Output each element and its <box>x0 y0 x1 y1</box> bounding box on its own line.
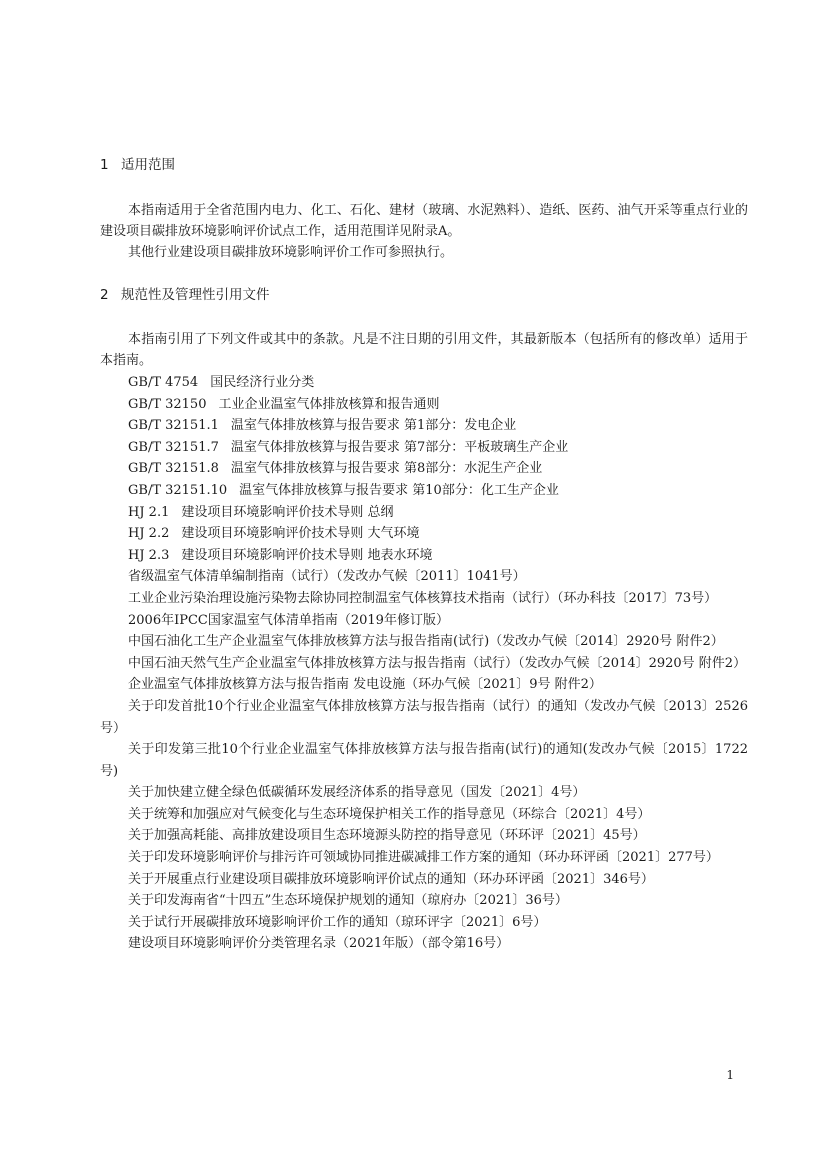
standard-reference <box>100 523 748 545</box>
standard-title: 工业企业温室气体排放核算和报告通则 <box>218 396 440 412</box>
document-reference: 2006年IPCC国家温室气体清单指南（2019年修订版） <box>128 612 449 628</box>
document-reference: 关于开展重点行业建设项目碳排放环境影响评价试点的通知（环办环评函〔2021〕346号） <box>128 871 654 887</box>
document-reference: 企业温室气体排放核算方法与报告指南 发电设施（环办气候〔2021〕9号 附件2） <box>128 677 602 693</box>
document-reference: 建设项目环境影响评价分类管理名录（2021年版）（部令第16号） <box>128 936 510 952</box>
standard-reference <box>100 502 748 524</box>
standard-reference <box>100 394 748 416</box>
standard-title: 温室气体排放核算与报告要求 第8部分：水泥生产企业 <box>230 461 543 477</box>
document-reference: 关于加强高耗能、高排放建设项目生态环境源头防控的指导意见（环环评〔2021〕45号） <box>128 828 646 844</box>
standard-code: GB/T 32151.10 <box>128 482 228 498</box>
section-number: 1 <box>100 157 109 173</box>
standard-reference <box>100 458 748 480</box>
reference-list <box>100 372 748 955</box>
standard-reference <box>100 545 748 567</box>
document-reference: 关于印发海南省“十四五”生态环境保护规划的通知（琼府办〔2021〕36号） <box>128 893 568 909</box>
standard-code: HJ 2.1 <box>128 504 170 520</box>
document-reference: 关于试行开展碳排放环境影响评价工作的通知（琼环评字〔2021〕6号） <box>128 914 547 930</box>
section-title: 适用范围 <box>121 157 175 173</box>
standard-code: GB/T 4754 <box>128 375 199 390</box>
document-reference: 关于印发首批10个行业企业温室气体排放核算方法与报告指南（试行）的通知（发改办气候〔2013〕2526号） <box>100 698 748 736</box>
document-reference: 关于印发环境影响评价与排污许可领域协同推进碳减排工作方案的通知（环办环评函〔2021〕277号） <box>128 850 719 866</box>
standard-title: 国民经济行业分类 <box>210 375 315 390</box>
standard-reference <box>100 437 748 459</box>
document-reference: 关于统筹和加强应对气候变化与生态环境保护相关工作的指导意见（环综合〔2021〕4号） <box>128 806 651 822</box>
standard-code: GB/T 32151.7 <box>128 439 219 455</box>
standard-code: GB/T 32151.8 <box>128 461 219 477</box>
standard-title: 温室气体排放核算与报告要求 第10部分：化工生产企业 <box>239 482 559 498</box>
standard-title: 建设项目环境影响评价技术导则 大气环境 <box>181 526 420 542</box>
section-title: 规范性及管理性引用文件 <box>121 287 270 303</box>
standard-title: 建设项目环境影响评价技术导则 总纲 <box>181 504 394 520</box>
document-reference: 中国石油天然气生产企业温室气体排放核算方法与报告指南（试行）（发改办气候〔2014〕2920号 附件2） <box>128 655 747 671</box>
standard-reference <box>100 480 748 502</box>
standard-title: 建设项目环境影响评价技术导则 地表水环境 <box>181 547 433 563</box>
document-reference: 关于印发第三批10个行业企业温室气体排放核算方法与报告指南(试行)的通知(发改办气候〔2015〕1722号) <box>100 742 748 779</box>
document-reference: 关于加快建立健全绿色低碳循环发展经济体系的指导意见（国发〔2021〕4号） <box>128 785 586 801</box>
section-2-heading <box>100 286 270 304</box>
standard-code: HJ 2.2 <box>128 526 170 542</box>
section-1-heading <box>100 156 175 174</box>
standard-code: GB/T 32150 <box>128 396 207 412</box>
standard-code: GB/T 32151.1 <box>128 418 219 434</box>
standard-title: 温室气体排放核算与报告要求 第7部分：平板玻璃生产企业 <box>230 439 569 455</box>
standard-title: 温室气体排放核算与报告要求 第1部分：发电企业 <box>230 418 517 434</box>
document-reference: 省级温室气体清单编制指南（试行）（发改办气候〔2011〕1041号） <box>128 569 526 585</box>
document-reference: 中国石油化工生产企业温室气体排放核算方法与报告指南(试行)（发改办气候〔2014〕2920号 附件2） <box>128 634 724 650</box>
page-number: 1 <box>726 1068 734 1082</box>
standard-code: HJ 2.3 <box>128 547 170 563</box>
standard-reference <box>100 415 748 437</box>
scope-paragraph: 其他行业建设项目碳排放环境影响评价工作可参照执行。 <box>128 245 454 260</box>
standard-reference <box>100 372 748 394</box>
document-reference: 工业企业污染治理设施污染物去除协同控制温室气体核算技术指南（试行）（环办科技〔2017〕73号） <box>128 590 718 606</box>
references-intro: 本指南引用了下列文件或其中的条款。凡是不注日期的引用文件，其最新版本（包括所有的修改单）适用于本指南。 <box>100 332 748 368</box>
scope-paragraph: 本指南适用于全省范围内电力、化工、石化、建材（玻璃、水泥熟料）、造纸、医药、油气开采等重点行业的建设项目碳排放环境影响评价试点工作，适用范围详见附录A。 <box>100 203 748 239</box>
section-number: 2 <box>100 287 109 303</box>
